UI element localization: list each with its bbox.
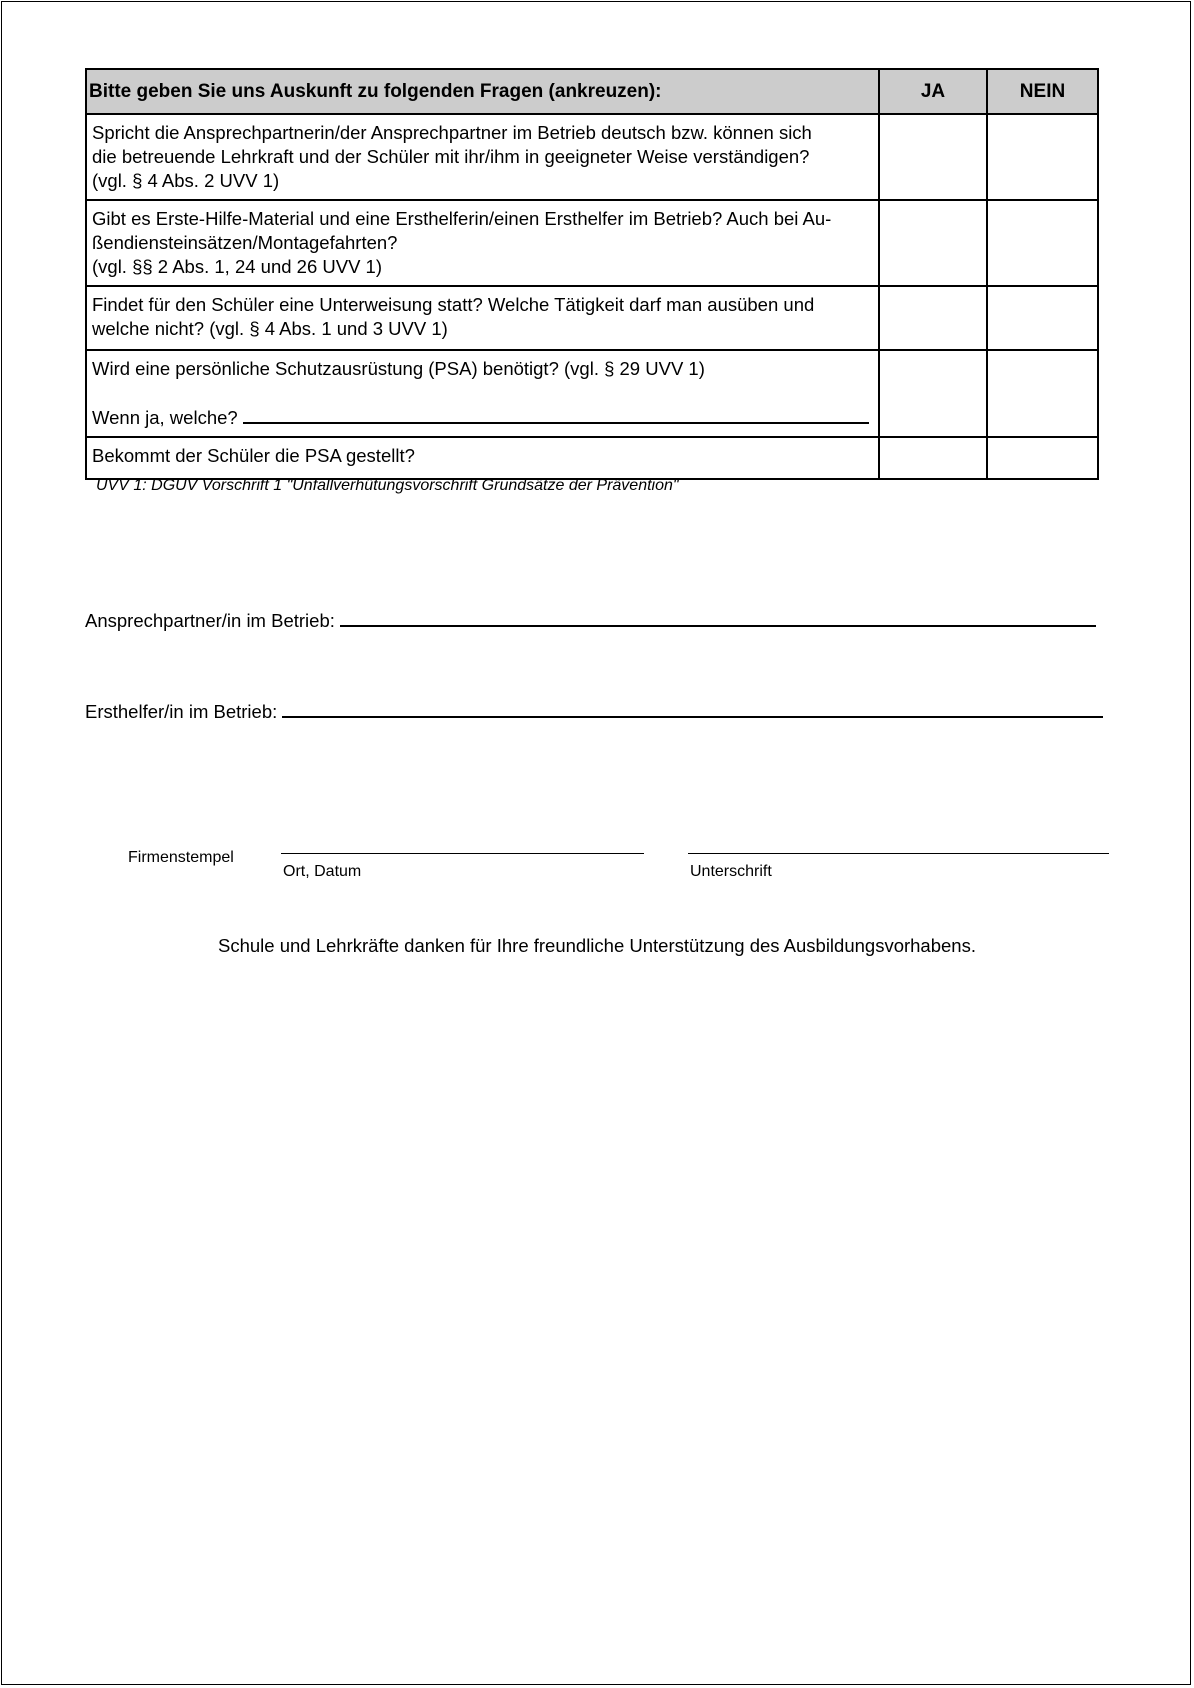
table-row xyxy=(86,286,1098,350)
table-row xyxy=(86,114,1098,200)
answer-yes-cell[interactable] xyxy=(879,437,987,479)
question-line: Findet für den Schüler eine Unterweisung statt? Welche Tätigkeit darf man ausüben und xyxy=(92,294,815,315)
question-line: welche nicht? (vgl. § 4 Abs. 1 und 3 UVV 1) xyxy=(92,318,448,339)
table-row xyxy=(86,350,1098,437)
footnote: UVV 1: DGUV Vorschrift 1 "Unfallverhütungsvorschrift Grundsätze der Prävention" xyxy=(96,477,679,494)
question-cell xyxy=(86,350,879,437)
table-row xyxy=(86,200,1098,286)
psa-which-input-line[interactable] xyxy=(243,404,869,424)
question-line: Spricht die Ansprechpartnerin/der Ansprechpartner im Betrieb deutsch bzw. können sich xyxy=(92,122,812,143)
answer-yes-cell[interactable] xyxy=(879,200,987,286)
table-header-no: NEIN xyxy=(987,69,1098,114)
place-date-label: Ort, Datum xyxy=(283,863,362,880)
thanks-text: Schule und Lehrkräfte danken für Ihre freundliche Unterstützung des Ausbildungsvorhabens. xyxy=(218,935,976,956)
answer-no-cell[interactable] xyxy=(987,200,1098,286)
contact-input-line[interactable] xyxy=(340,606,1096,627)
answer-no-cell[interactable] xyxy=(987,286,1098,350)
question-line: Gibt es Erste-Hilfe-Material und eine Ersthelferin/einen Ersthelfer im Betrieb? Auch bei Au- xyxy=(92,208,832,229)
question-cell xyxy=(86,114,879,200)
signature-line[interactable] xyxy=(688,853,1109,854)
question-line: (vgl. § 4 Abs. 2 UVV 1) xyxy=(92,170,280,191)
question-line: ßendiensteinsätzen/Montagefahrten? xyxy=(92,232,398,253)
contact-label: Ansprechpartner/in im Betrieb: xyxy=(85,610,335,631)
questions-table xyxy=(85,68,1099,480)
question-line: Wird eine persönliche Schutzausrüstung (PSA) benötigt? (vgl. § 29 UVV 1) xyxy=(92,358,705,379)
contact-field xyxy=(85,606,1096,632)
signature-label: Unterschrift xyxy=(690,863,772,880)
company-stamp-label: Firmenstempel xyxy=(128,849,234,866)
table-row xyxy=(86,437,1098,479)
first-aider-field xyxy=(85,697,1103,723)
answer-no-cell[interactable] xyxy=(987,437,1098,479)
table-header-row xyxy=(86,69,1098,114)
first-aider-label: Ersthelfer/in im Betrieb: xyxy=(85,701,278,722)
question-cell xyxy=(86,200,879,286)
table-header-yes: JA xyxy=(879,69,987,114)
place-date-line[interactable] xyxy=(281,853,644,854)
question-line: Bekommt der Schüler die PSA gestellt? xyxy=(92,445,415,466)
question-line: die betreuende Lehrkraft und der Schüler mit ihr/ihm in geeigneter Weise verständigen? xyxy=(92,146,810,167)
question-cell xyxy=(86,286,879,350)
answer-no-cell[interactable] xyxy=(987,114,1098,200)
psa-followup-label: Wenn ja, welche? xyxy=(92,407,238,428)
answer-yes-cell[interactable] xyxy=(879,350,987,437)
psa-followup xyxy=(92,404,872,430)
question-cell xyxy=(86,437,879,479)
table-header-question: Bitte geben Sie uns Auskunft zu folgenden Fragen (ankreuzen): xyxy=(86,69,879,114)
question-line: (vgl. §§ 2 Abs. 1, 24 und 26 UVV 1) xyxy=(92,256,383,277)
first-aider-input-line[interactable] xyxy=(282,697,1103,718)
answer-no-cell[interactable] xyxy=(987,350,1098,437)
answer-yes-cell[interactable] xyxy=(879,114,987,200)
answer-yes-cell[interactable] xyxy=(879,286,987,350)
